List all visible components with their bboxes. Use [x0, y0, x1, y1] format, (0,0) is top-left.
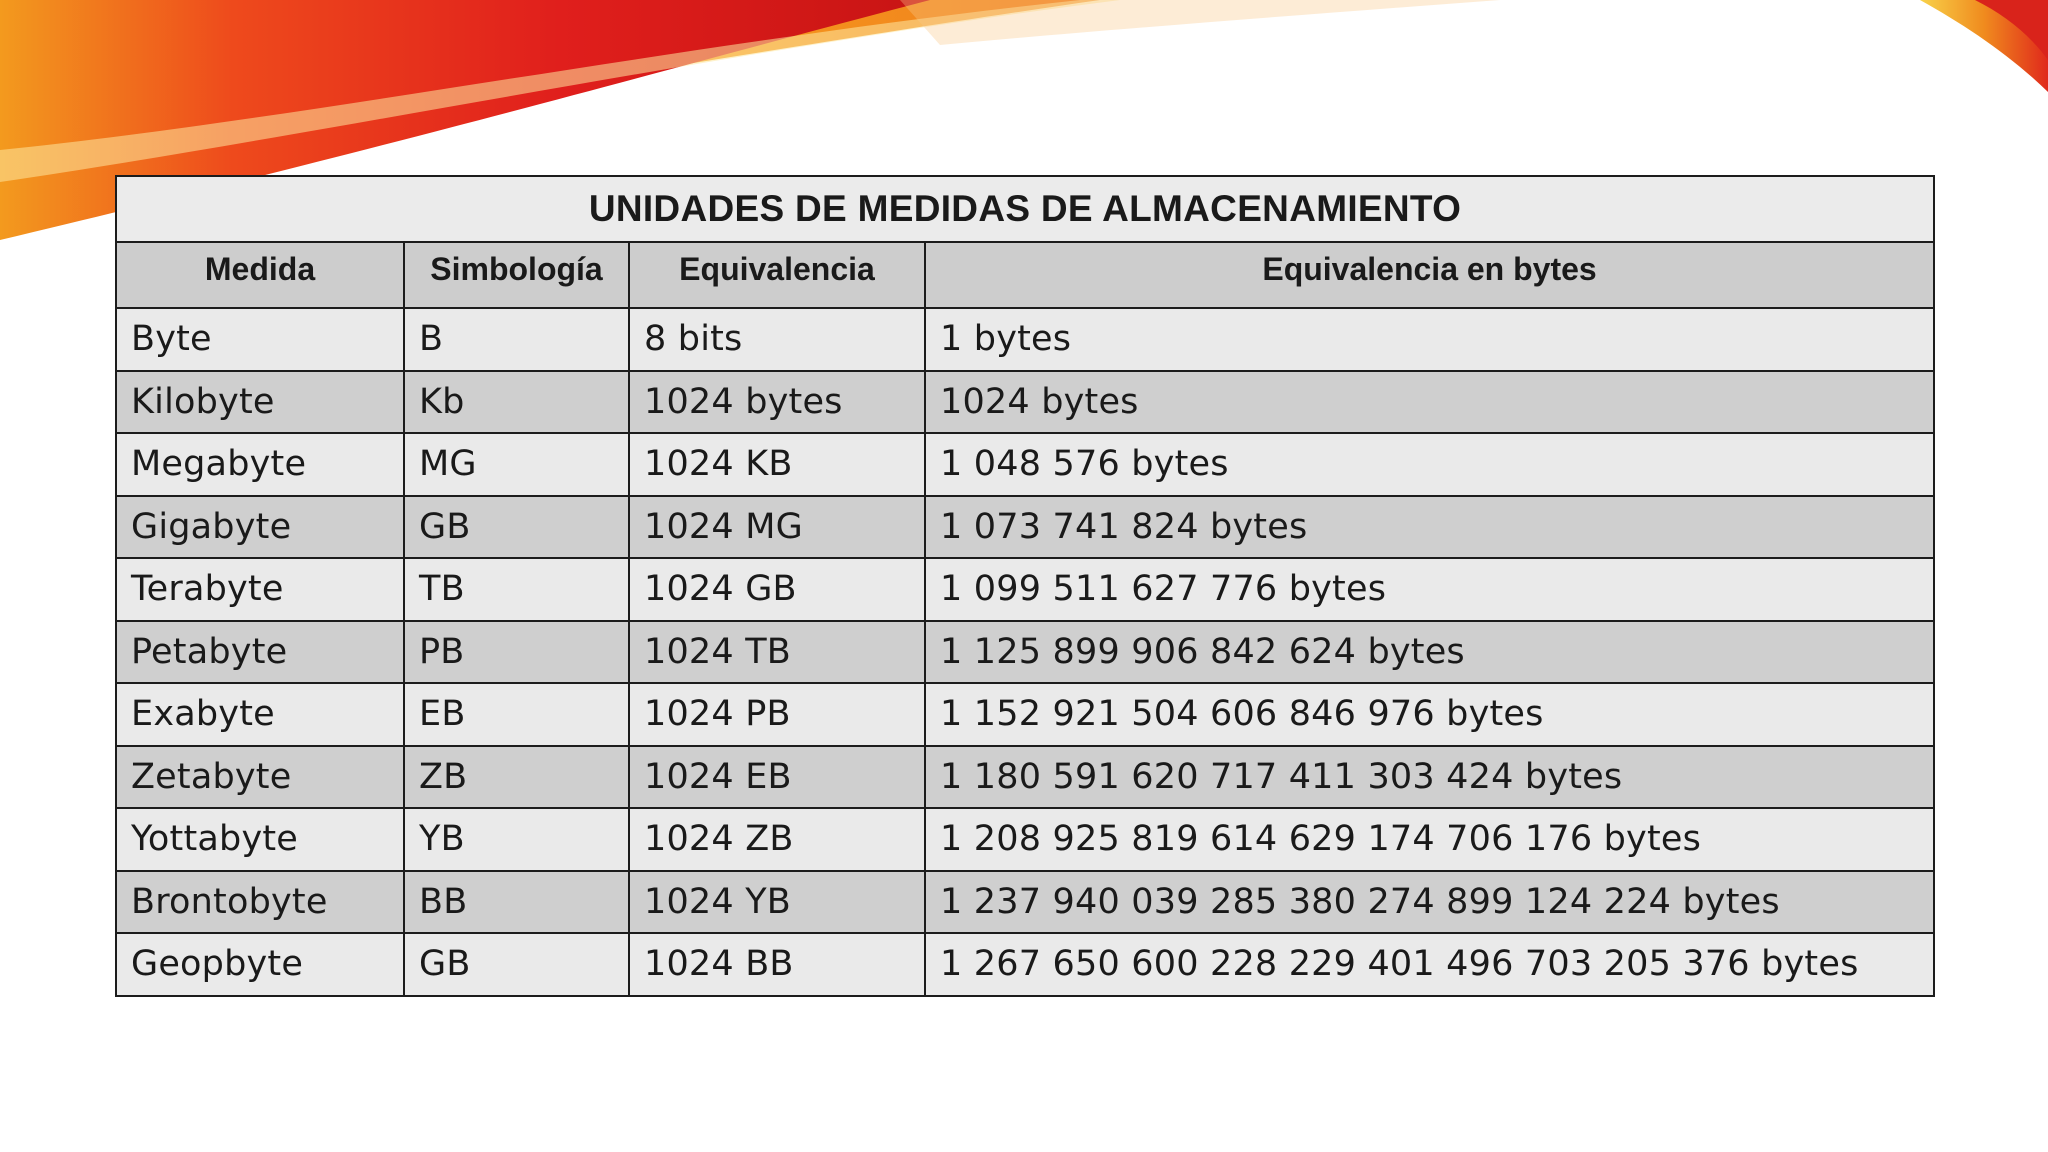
- swoosh-band-faint: [900, 0, 1500, 45]
- bytes-cell: 1 267 650 600 228 229 401 496 703 205 376 bytes: [925, 933, 1934, 996]
- header-medida: Medida: [116, 242, 404, 308]
- equivalencia-cell: 1024 YB: [629, 871, 925, 934]
- bytes-cell: 1 073 741 824 bytes: [925, 496, 1934, 559]
- bytes-cell: 1024 bytes: [925, 371, 1934, 434]
- equivalencia-cell: 1024 KB: [629, 433, 925, 496]
- bytes-cell: 1 099 511 627 776 bytes: [925, 558, 1934, 621]
- equivalencia-cell: 1024 EB: [629, 746, 925, 809]
- medida-cell: Zetabyte: [116, 746, 404, 809]
- table-row: [116, 496, 1934, 559]
- equivalencia-cell: 1024 ZB: [629, 808, 925, 871]
- bytes-cell: 1 048 576 bytes: [925, 433, 1934, 496]
- simbologia-cell: GB: [404, 496, 629, 559]
- bytes-cell: 1 237 940 039 285 380 274 899 124 224 bytes: [925, 871, 1934, 934]
- table-row: [116, 621, 1934, 684]
- medida-cell: Byte: [116, 308, 404, 371]
- table-row: [116, 746, 1934, 809]
- table-row: [116, 433, 1934, 496]
- table-row: [116, 871, 1934, 934]
- table-body: [116, 308, 1934, 996]
- bytes-cell: 1 125 899 906 842 624 bytes: [925, 621, 1934, 684]
- medida-cell: Kilobyte: [116, 371, 404, 434]
- simbologia-cell: BB: [404, 871, 629, 934]
- simbologia-cell: Kb: [404, 371, 629, 434]
- simbologia-cell: TB: [404, 558, 629, 621]
- header-equivalencia: Equivalencia: [629, 242, 925, 308]
- medida-cell: Yottabyte: [116, 808, 404, 871]
- medida-cell: Brontobyte: [116, 871, 404, 934]
- medida-cell: Gigabyte: [116, 496, 404, 559]
- equivalencia-cell: 1024 GB: [629, 558, 925, 621]
- table-row: [116, 371, 1934, 434]
- simbologia-cell: EB: [404, 683, 629, 746]
- medida-cell: Megabyte: [116, 433, 404, 496]
- equivalencia-cell: 1024 bytes: [629, 371, 925, 434]
- table-header-row: [116, 242, 1934, 308]
- medida-cell: Geopbyte: [116, 933, 404, 996]
- table-title-row: [116, 176, 1934, 242]
- equivalencia-cell: 1024 BB: [629, 933, 925, 996]
- simbologia-cell: GB: [404, 933, 629, 996]
- simbologia-cell: MG: [404, 433, 629, 496]
- bytes-cell: 1 208 925 819 614 629 174 706 176 bytes: [925, 808, 1934, 871]
- bytes-cell: 1 152 921 504 606 846 976 bytes: [925, 683, 1934, 746]
- equivalencia-cell: 1024 PB: [629, 683, 925, 746]
- simbologia-cell: YB: [404, 808, 629, 871]
- bytes-cell: 1 bytes: [925, 308, 1934, 371]
- equivalencia-cell: 1024 MG: [629, 496, 925, 559]
- simbologia-cell: ZB: [404, 746, 629, 809]
- medida-cell: Exabyte: [116, 683, 404, 746]
- table-row: [116, 933, 1934, 996]
- bytes-cell: 1 180 591 620 717 411 303 424 bytes: [925, 746, 1934, 809]
- medida-cell: Petabyte: [116, 621, 404, 684]
- table-row: [116, 308, 1934, 371]
- equivalencia-cell: 8 bits: [629, 308, 925, 371]
- header-simbologia: Simbología: [404, 242, 629, 308]
- simbologia-cell: B: [404, 308, 629, 371]
- table-title: UNIDADES DE MEDIDAS DE ALMACENAMIENTO: [116, 176, 1934, 242]
- table-row: [116, 683, 1934, 746]
- simbologia-cell: PB: [404, 621, 629, 684]
- equivalencia-cell: 1024 TB: [629, 621, 925, 684]
- medida-cell: Terabyte: [116, 558, 404, 621]
- table-row: [116, 558, 1934, 621]
- header-equivalencia-bytes: Equivalencia en bytes: [925, 242, 1934, 308]
- table-row: [116, 808, 1934, 871]
- storage-units-table-wrap: [115, 175, 1933, 997]
- storage-units-table: [115, 175, 1935, 997]
